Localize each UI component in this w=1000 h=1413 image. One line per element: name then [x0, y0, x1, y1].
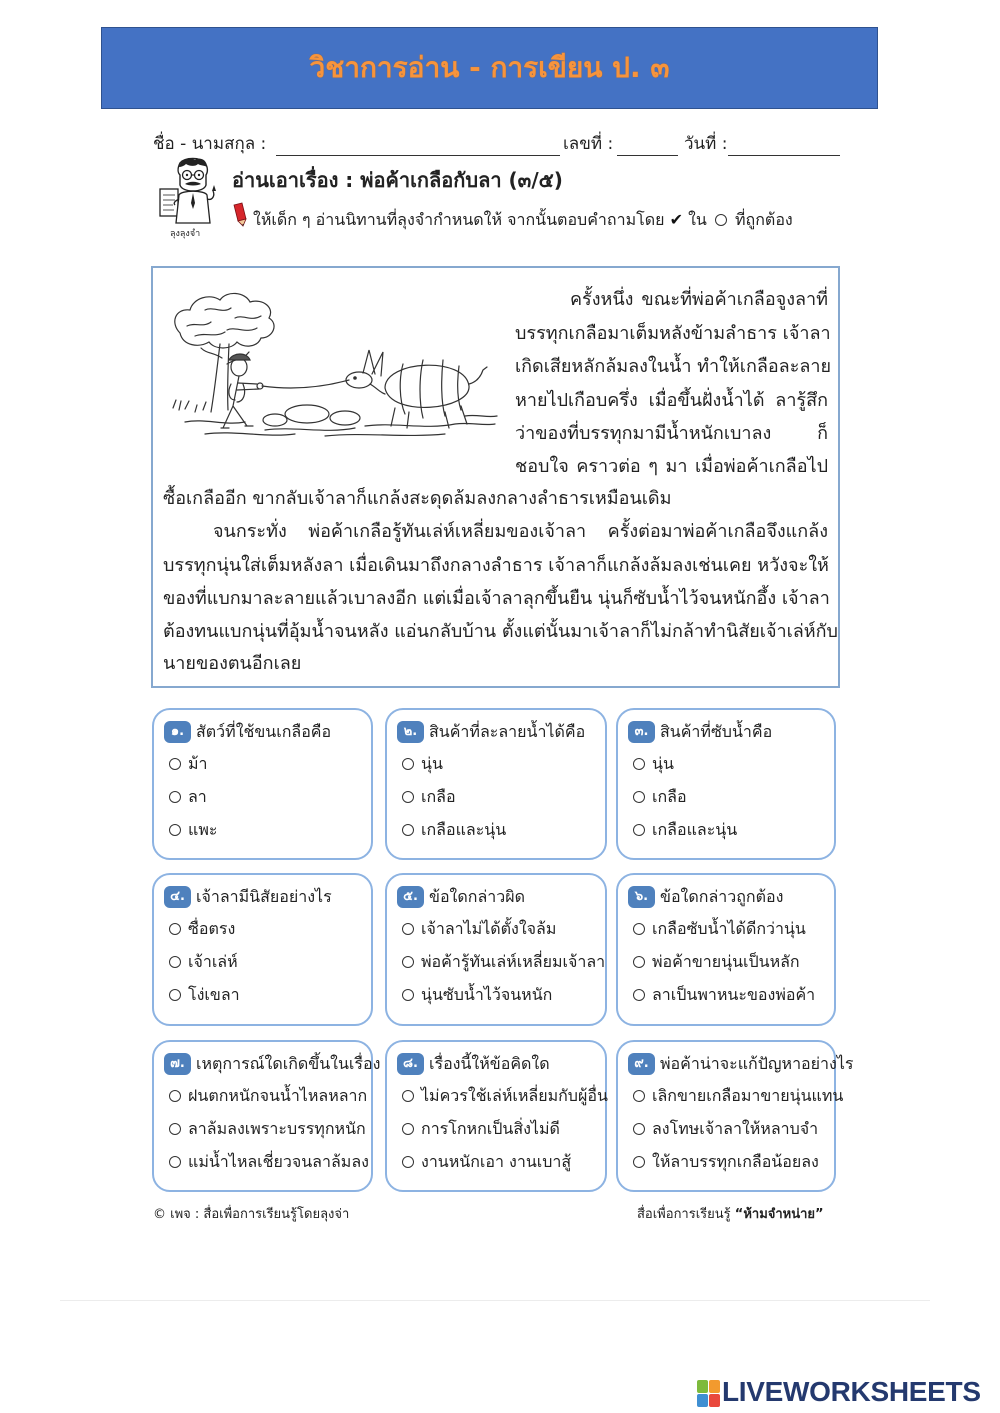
- option-label: พ่อค้าขายนุ่นเป็นหลัก: [652, 952, 800, 971]
- answer-option[interactable]: [633, 950, 830, 974]
- answer-circle-icon[interactable]: [402, 989, 414, 1001]
- question-number-badge: ๒.: [397, 721, 424, 743]
- answer-circle-icon[interactable]: [169, 758, 181, 770]
- story-line: บรรทุกเกลือมาเต็มหลังข้ามลำธาร เจ้าลา: [515, 323, 831, 344]
- answer-option[interactable]: [633, 818, 830, 842]
- answer-circle-icon[interactable]: [169, 1123, 181, 1135]
- answer-option[interactable]: [402, 1084, 608, 1108]
- question-4-card: [152, 873, 373, 1026]
- question-7-card: [152, 1040, 381, 1192]
- question-2-card: [385, 708, 607, 860]
- answer-option[interactable]: [169, 1117, 367, 1141]
- title-banner: [101, 27, 878, 109]
- answer-circle-icon[interactable]: [402, 758, 414, 770]
- question-text: เจ้าลามีนิสัยอย่างไร: [196, 887, 332, 906]
- question-text: ข้อใดกล่าวถูกต้อง: [660, 887, 784, 906]
- question-1-card: [152, 708, 373, 860]
- option-label: เจ้าเล่ห์: [188, 952, 238, 971]
- circle-icon: [715, 214, 727, 226]
- answer-option[interactable]: [633, 1150, 830, 1174]
- option-label: ลงโทษเจ้าลาให้หลาบจำ: [652, 1119, 819, 1138]
- answer-option[interactable]: [402, 917, 601, 941]
- story-line: ชอบใจ คราวต่อ ๆ มา เมื่อพ่อค้าเกลือไป: [515, 456, 828, 477]
- answer-option[interactable]: [169, 1150, 367, 1174]
- answer-option[interactable]: [633, 1084, 844, 1108]
- option-label: พ่อค้ารู้ทันเล่ห์เหลี่ยมเจ้าลา: [421, 952, 606, 971]
- worksheet-title: วิชาการอ่าน - การเขียน ป. ๓: [309, 51, 670, 84]
- question-6-card: [616, 873, 836, 1026]
- answer-circle-icon[interactable]: [169, 989, 181, 1001]
- answer-option[interactable]: [402, 950, 606, 974]
- option-label: การโกหกเป็นสิ่งไม่ดี: [421, 1119, 560, 1138]
- story-line: นายของตนอีกเลย: [163, 653, 302, 674]
- pencil-icon: [230, 203, 250, 227]
- check-mark-icon: ✔: [669, 210, 683, 229]
- question-number-badge: ๓.: [628, 721, 655, 743]
- option-label: โง่เขลา: [188, 985, 240, 1004]
- option-label: ลา: [188, 787, 207, 806]
- answer-circle-icon[interactable]: [633, 1123, 645, 1135]
- story-line: ของที่แบกมาละลายแล้วเบาลงอีก แต่เมื่อเจ้าลาลุกขึ้นยืน นุ่นก็ซับน้ำไว้จนหนักอึ้ง เจ้าลา: [163, 588, 830, 609]
- option-label: เกลือ: [421, 787, 456, 806]
- answer-circle-icon[interactable]: [633, 791, 645, 803]
- liveworksheets-logo[interactable]: LIVEWORKSHEETS: [722, 1376, 981, 1407]
- answer-option[interactable]: [633, 785, 830, 809]
- answer-circle-icon[interactable]: [633, 956, 645, 968]
- story-line: ว่าของที่บรรทุกมามีน้ำหนักเบาลง ก็: [515, 423, 828, 444]
- question-text: เรื่องนี้ให้ข้อคิดใด: [429, 1054, 550, 1073]
- option-label: เกลือ: [652, 787, 687, 806]
- option-label: งานหนักเอา งานเบาสู้: [421, 1152, 572, 1171]
- question-text: เหตุการณ์ใดเกิดขึ้นในเรื่อง: [196, 1054, 381, 1073]
- question-number-badge: ๗.: [164, 1053, 191, 1075]
- answer-option[interactable]: [169, 752, 367, 776]
- answer-circle-icon[interactable]: [633, 758, 645, 770]
- question-text: สินค้าที่ซับน้ำคือ: [660, 722, 773, 741]
- answer-circle-icon[interactable]: [402, 923, 414, 935]
- question-number-badge: ๑.: [164, 721, 191, 743]
- option-label: ให้ลาบรรทุกเกลือน้อยลง: [652, 1152, 819, 1171]
- question-8-card: [385, 1040, 607, 1192]
- option-label: นุ่นซับน้ำไว้จนหนัก: [421, 985, 553, 1004]
- question-text: ข้อใดกล่าวผิด: [429, 887, 525, 906]
- option-label: นุ่น: [652, 754, 674, 773]
- answer-option[interactable]: [633, 752, 830, 776]
- option-label: ลาเป็นพาหนะของพ่อค้า: [652, 985, 816, 1004]
- lesson-title: อ่านเอาเรื่อง : พ่อค้าเกลือกับลา (๓/๕): [232, 168, 563, 192]
- name-field[interactable]: [276, 155, 560, 156]
- number-label: เลขที่ :: [563, 134, 614, 154]
- option-label: ซื่อตรง: [188, 919, 236, 938]
- option-label: ไม่ควรใช้เล่ห์เหลี่ยมกับผู้อื่น: [421, 1086, 608, 1105]
- question-number-badge: ๔.: [164, 886, 191, 908]
- question-5-card: [385, 873, 607, 1026]
- answer-circle-icon[interactable]: [633, 923, 645, 935]
- mascot-caption: ลุงลุงจำ: [170, 229, 201, 239]
- answer-circle-icon[interactable]: [169, 1090, 181, 1102]
- answer-option[interactable]: [169, 917, 367, 941]
- question-text: พ่อค้าน่าจะแก้ปัญหาอย่างไร: [660, 1054, 854, 1073]
- option-label: ฝนตกหนักจนน้ำไหลหลาก: [188, 1086, 368, 1105]
- instruction-text: ให้เด็ก ๆ อ่านนิทานที่ลุงจำกำหนดให้ จากนั้นตอบคำถามโดย: [253, 210, 665, 229]
- answer-circle-icon[interactable]: [169, 956, 181, 968]
- instruction: [253, 208, 793, 232]
- name-label: ชื่อ - นามสกุล :: [153, 134, 267, 154]
- answer-circle-icon[interactable]: [633, 1090, 645, 1102]
- footer-notice-text: สื่อเพื่อการเรียนรู้: [637, 1207, 731, 1222]
- answer-option[interactable]: [633, 917, 830, 941]
- story-illustration: [165, 288, 500, 440]
- answer-option[interactable]: [169, 983, 367, 1007]
- page-divider: [60, 1300, 930, 1301]
- answer-option[interactable]: [169, 785, 367, 809]
- option-label: เกลือและนุ่น: [652, 820, 738, 839]
- option-label: เจ้าลาไม่ได้ตั้งใจล้ม: [421, 919, 557, 938]
- question-number-badge: ๙.: [628, 1053, 655, 1075]
- answer-circle-icon[interactable]: [169, 791, 181, 803]
- answer-option[interactable]: [169, 950, 367, 974]
- answer-option[interactable]: [402, 752, 601, 776]
- instruction-text-in: ใน: [688, 210, 707, 229]
- answer-circle-icon[interactable]: [633, 989, 645, 1001]
- answer-circle-icon[interactable]: [633, 1156, 645, 1168]
- instruction-text-correct: ที่ถูกต้อง: [735, 210, 793, 229]
- answer-circle-icon[interactable]: [402, 1123, 414, 1135]
- story-line: ต้องทนแบกนุ่นที่อุ้มน้ำจนหลัง แอ่นกลับบ้าน ตั้งแต่นั้นมาเจ้าลาก็ไม่กล้าทำนิสัยเจ้าเล่ห์กับ: [163, 621, 838, 642]
- option-label: แม่น้ำไหลเชี่ยวจนลาล้มลง: [188, 1152, 369, 1171]
- mascot-teacher-icon: [157, 157, 223, 227]
- option-label: เลิกขายเกลือมาขายนุ่นแทน: [652, 1086, 844, 1105]
- question-text: สัตว์ที่ใช้ขนเกลือคือ: [196, 722, 332, 741]
- answer-circle-icon[interactable]: [402, 791, 414, 803]
- liveworksheets-logo-icon: [697, 1380, 721, 1408]
- question-number-badge: ๘.: [397, 1053, 424, 1075]
- question-number-badge: ๕.: [397, 886, 424, 908]
- answer-option[interactable]: [402, 818, 601, 842]
- option-label: ม้า: [188, 754, 208, 773]
- footer-not-for-sale: “ห้ามจำหน่าย”: [734, 1207, 824, 1222]
- question-3-card: [616, 708, 836, 860]
- question-number-badge: ๖.: [628, 886, 655, 908]
- story-line: ครั้งหนึ่ง ขณะที่พ่อค้าเกลือจูงลาที่: [570, 289, 828, 310]
- answer-option[interactable]: [402, 983, 601, 1007]
- answer-option[interactable]: [169, 1084, 367, 1108]
- date-field[interactable]: [728, 155, 840, 156]
- answer-option[interactable]: [402, 1150, 601, 1174]
- date-label: วันที่ :: [684, 134, 728, 154]
- answer-circle-icon[interactable]: [169, 824, 181, 836]
- footer-notice: [637, 1205, 824, 1225]
- story-line: หายไปเกือบครึ่ง เมื่อขึ้นฝั่งน้ำได้ ลารู้สึก: [515, 390, 828, 411]
- answer-circle-icon[interactable]: [402, 1090, 414, 1102]
- answer-circle-icon[interactable]: [402, 1156, 414, 1168]
- answer-option[interactable]: [633, 1117, 830, 1141]
- answer-circle-icon[interactable]: [169, 1156, 181, 1168]
- story-line: จนกระทั่ง พ่อค้าเกลือรู้ทันเล่ห์เหลี่ยมของเจ้าลา ครั้งต่อมาพ่อค้าเกลือจึงแกล้ง: [213, 521, 828, 542]
- answer-circle-icon[interactable]: [402, 956, 414, 968]
- story-line: ซื้อเกลืออีก ขากลับเจ้าลาก็แกล้งสะดุดล้มลงกลางลำธารเหมือนเดิม: [163, 488, 672, 509]
- option-label: แพะ: [188, 820, 218, 839]
- answer-circle-icon[interactable]: [633, 824, 645, 836]
- story-line: เกิดเสียหลักล้มลงในน้ำ ทำให้เกลือละลาย: [515, 356, 832, 377]
- option-label: เกลือและนุ่น: [421, 820, 507, 839]
- answer-option[interactable]: [169, 818, 367, 842]
- footer-credit: © เพจ : สื่อเพื่อการเรียนรู้โดยลุงจ่า: [153, 1207, 350, 1222]
- option-label: เกลือซับน้ำได้ดีกว่านุ่น: [652, 919, 806, 938]
- number-field[interactable]: [617, 155, 678, 156]
- answer-option[interactable]: [402, 785, 601, 809]
- option-label: ลาล้มลงเพราะบรรทุกหนัก: [188, 1119, 366, 1138]
- question-9-card: [616, 1040, 854, 1192]
- answer-option[interactable]: [633, 983, 830, 1007]
- answer-circle-icon[interactable]: [169, 923, 181, 935]
- answer-option[interactable]: [402, 1117, 601, 1141]
- story-line: บรรทุกนุ่นใส่เต็มหลังลา เมื่อเดินมาถึงกลางลำธาร เจ้าลาก็แกล้งล้มลงเช่นเคย หวังจะให้: [163, 555, 829, 576]
- question-text: สินค้าที่ละลายน้ำได้คือ: [429, 722, 586, 741]
- option-label: นุ่น: [421, 754, 443, 773]
- answer-circle-icon[interactable]: [402, 824, 414, 836]
